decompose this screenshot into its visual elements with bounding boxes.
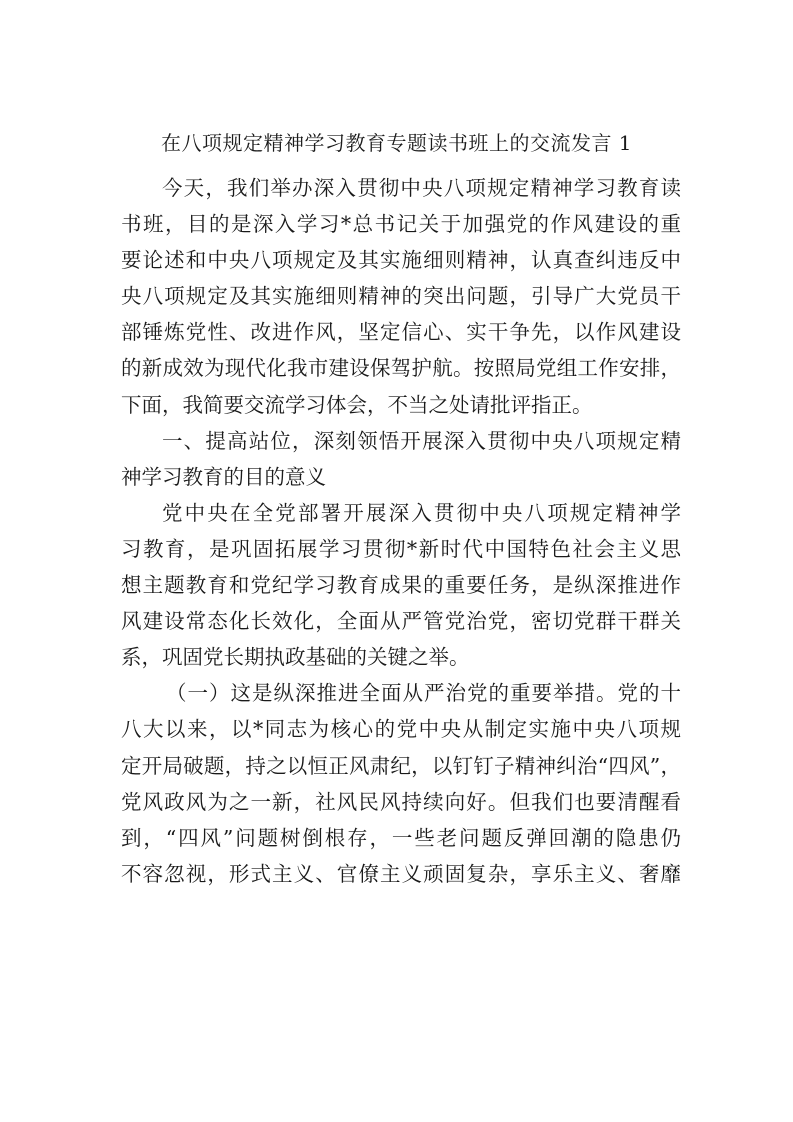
text-line: 要论述和中央八项规定及其实施细则精神，认真查纠违反中	[121, 248, 681, 273]
text-line: 今天，我们举办深入贯彻中央八项规定精神学习教育读	[162, 176, 681, 200]
text-line: （一）这是纵深推进全面从严治党的重要举措。党的十	[166, 681, 681, 706]
paragraph-point-1	[121, 675, 681, 892]
text-line: 想主题教育和党纪学习教育成果的重要任务，是纵深推进作	[121, 573, 681, 598]
document-body	[121, 170, 681, 892]
text-line: 风建设常态化长效化，全面从严管党治党，密切党群干群关	[121, 609, 681, 634]
paragraph-significance	[121, 495, 681, 675]
text-line: 党中央在全党部署开展深入贯彻中央八项规定精神学	[162, 500, 681, 525]
text-line: 一、提高站位，深刻领悟开展深入贯彻中央八项规定精	[162, 428, 681, 453]
section-heading-1	[121, 423, 681, 495]
text-line: 系，巩固党长期执政基础的关键之举。	[121, 645, 470, 670]
text-line: 书班，目的是深入学习*总书记关于加强党的作风建设的重	[121, 212, 681, 237]
page-title: 在八项规定精神学习教育专题读书班上的交流发言 1	[160, 131, 633, 155]
text-line: 定开局破题，持之以恒正风肃纪，以钉钉子精神纠治“四风”，	[121, 753, 681, 778]
text-line: 部锤炼党性、改进作风，坚定信心、实干争先，以作风建设	[121, 320, 681, 345]
text-line: 的新成效为现代化我市建设保驾护航。按照局党组工作安排，	[121, 356, 681, 381]
text-line: 不容忽视，形式主义、官僚主义顽固复杂，享乐主义、奢靡	[121, 861, 681, 886]
text-line: 党风政风为之一新，社风民风持续向好。但我们也要清醒看	[121, 789, 681, 814]
text-line: 八大以来，以*同志为核心的党中央从制定实施中央八项规	[121, 717, 681, 742]
text-line: 神学习教育的目的意义	[121, 464, 326, 489]
text-line: 到，“四风”问题树倒根存，一些老问题反弹回潮的隐患仍	[121, 825, 681, 850]
paragraph-intro	[121, 170, 681, 423]
text-line: 央八项规定及其实施细则精神的突出问题，引导广大党员干	[121, 284, 681, 309]
text-line: 下面，我简要交流学习体会，不当之处请批评指正。	[121, 392, 593, 417]
text-line: 习教育，是巩固拓展学习贯彻*新时代中国特色社会主义思	[121, 536, 681, 561]
